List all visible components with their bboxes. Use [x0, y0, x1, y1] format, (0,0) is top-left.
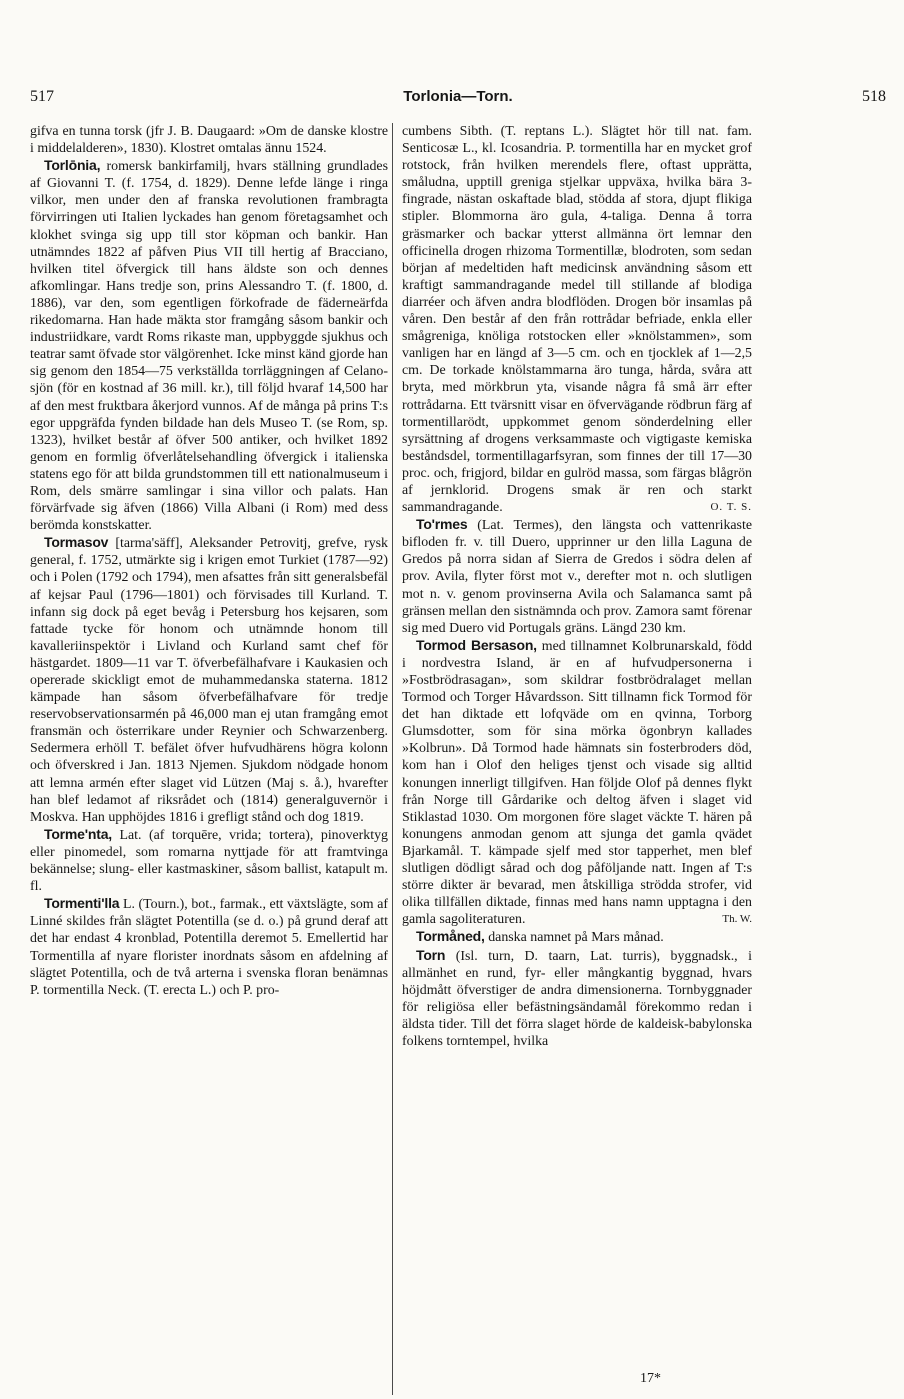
- entry-tormenta: Torme'nta, Lat. (af torquēre, vrida; tortera), pinoverktyg eller pinomedel, som romarna nyttjade för att framtvinga bekännelse; slung- eller kastmaskiner, såsom ballist, katapult m. fl.: [30, 825, 388, 895]
- headword: Tormåned,: [416, 928, 485, 945]
- author-signature: O. T. S.: [710, 501, 752, 514]
- author-signature: Th. W.: [722, 913, 752, 926]
- entry-torlonia: Torlōnia, romersk bankirfamilj, hvars ställning grundlades af Giovanni T. (f. 1754, d. 1829). Denne lefde länge i ringa vilkor, men under den af franska revolutionen frambragta förvirringen uti Italien lyckades han genom företagsamhet och klokhet svinga sig upp till stor köpman och bankir. Han utnämndes 1822 af påfven Pius VII till hertig af Bracciano, hvilken titel öfvergick till hans äldste son och dennes afkomlingar. Hans tredje son, prins Alessandro T. (f. 1800, d. 1886), var den, som egentligen förkofrade de fäderneärfda rikedomarna. Han hade mäkta stor framgång såsom bankir och industriidkare, vardt Roms rikaste man, uppbyggde sjukhus och teatrar samt öfvade stor välgörenhet. Icke minst känd gjorde han sig genom den 1854—75 verkställda torrläggningen af Celano-sjön (för en kostnad af 36 mill. kr.), till följd hvaraf 14,500 har af den mest fruktbara åkerjord vunnos. Af de många på prins T:s egor uppgräfda fynden bildade han dels Museo T. (se Rom, sp. 1323), hvilket består af öfver 500 antiker, och hvilket 1892 genom en formlig öfverlåtelsehandling öfvergick i italienska statens ego för att bilda grundstommen till ett nationalmuseum i Rom, dels smärre samlingar i sina villor och palats. Han förvärfvade sig äfven (1866) Villa Albani (i Rom) med dess berömda konstskatter.: [30, 157, 388, 534]
- entry-tormentilla: Tormenti'lla L. (Tourn.), bot., farmak., ett växtslägte, som af Linné skildes från slägtet Potentilla (se d. o.) på grund deraf att det har endast 4 kronblad, Potentilla deremot 5. Emellertid har Tormentilla af nyare florister inordnats såsom en afdelning af slägtet Potentilla, och de två arterna i svenska floran benämnas P. tormentilla Neck. (T. erecta L.) och P. pro-: [30, 895, 388, 998]
- entry-tormes: To'rmes (Lat. Termes), den längsta och vattenrikaste bifloden fr. v. till Duero, upprinner ur den lilla Laguna de Gredos på norra sidan af Sierra de Gredos i södra delen af prov. Avila, flyter först mot v., derefter mot n. och slutligen mot n. v. genom provinserna Avila och Salamanca samt på gränsen mellan den sistnämnda och prov. Zamora samt förenar sig med Duero vid Portugals gräns. Längd 230 km.: [402, 516, 752, 636]
- entry-tormod-bersason: Tormod Bersason, med tillnamnet Kolbrunarskald, född i nordvestra Island, är en af hufvudpersonerna i »Fostbrödrasagan», som skildrar fostbrödralaget mellan Tormod och Torger Håvardsson. Sitt tillnamn fick Tormod för det han diktade ett lofqväde om en qvinna, Torborg Glumsdotter, som för sina mörka ögonbryn kallades »Kolbrun». Då Tormod hade hämnats sin fosterbroders död, kom han i Olof den heliges tjenst och visade sig alltid konungen innerligt tillgifven. Han följde Olof på dennes flykt från Norge till Gårdarike och deltog äfven i slaget vid Stiklastad 1030. Om morgonen före slaget väckte T. hären på konungens anmodan genom att sjunga det gamla qvädet Bjarkamål. T. kämpade sjelf med stor tapperhet, men blef slutligen dödligt sårad och dog påföljande natt. Ingen af T:s större dikter är bevarad, men åtskilliga strödda strofer, vid olika tillfällen diktade, finnas med hans namn upptagna i den gamla sagoliteraturen. Th. W.: [402, 636, 752, 928]
- page-header: [30, 88, 886, 110]
- headword: Tormasov: [44, 534, 109, 551]
- page-number-right: 518: [862, 88, 886, 105]
- left-column: [30, 123, 388, 999]
- headword: Tormenti'lla: [44, 895, 120, 912]
- headword: Torlōnia,: [44, 157, 101, 174]
- entry-continuation: cumbens Sibth. (T. reptans L.). Slägtet hör till nat. fam. Senticosæ L., kl. Icosandria. P. tormentilla har en mycket grof rotstock, från hvilken merendels flere, oftast upprätta, småludna, upptill greniga stjelkar uppväxa, hvilka bära 3-fingrade, nästan oskaftade blad, stödda af stora, djupt flikiga stipler. Blommorna äro gula, 4-taliga. Denna å torra gräsmarker och backar ytterst allmänna ört lemnar den officinella drogen rhizoma Tormentillæ, blodroten, som sedan början af medeltiden haft medicinsk användning såsom ett kraftigt sammandragande medel till stillande af blodiga diarréer och äfven andra blodflöden. Drogen bör insamlas på våren. Den består af den från rottrådar befriade, enkla eller smågreniga, knöliga rotstocken eller »knölstammen», som vanligen har en längd af 3—5 cm. och en tjocklek af 1—2,5 cm. De torkade knölstammarna äro tunga, hårda, svåra att bryta, med mörkbrun yta, visande några få små ärr efter rottrådarna. Ett tvärsnitt visar en öfvervägande rödbrun färg af tormentillarödt, uppkommet genom sönderdelning eller syrsättning af drogens verksammaste och vigtigaste kemiska beståndsdel, tormentillagarfsyran, som finnes der till 17—30 proc. och, frigjord, bildar en gulröd massa, som färgas blågrön af jernklorid. Drogens smak är ren och starkt sammandragande. O. T. S.: [402, 124, 752, 516]
- headword: Torme'nta,: [44, 825, 112, 842]
- headword: Torn: [416, 946, 446, 963]
- sheet-signature: 17*: [640, 1371, 661, 1386]
- running-title: Torlonia—Torn.: [403, 88, 513, 105]
- headword: To'rmes: [416, 516, 468, 533]
- entry-tormaned: Tormåned, danska namnet på Mars månad.: [416, 928, 664, 946]
- right-column: [402, 123, 752, 1050]
- entry-torn: Torn (Isl. turn, D. taarn, Lat. turris), byggnadsk., i allmänhet en rund, fyr- eller mångkantig byggnad, hvars höjdmått öfverstiger de andra dimensionerna. Tornbyggnader för religiösa eller befästningsändamål förekommo redan i äldsta tider. Till det förra slaget hörde de kaldeisk-babylonska folkens torntempel, hvilka: [402, 946, 752, 1049]
- page-number-left: 517: [30, 88, 54, 105]
- headword: Tormod Bersason,: [416, 636, 537, 653]
- column-divider: [392, 123, 393, 1395]
- entry-continuation: gifva en tunna torsk (jfr J. B. Daugaard: »Om de danske klostre i middelalderen», 1830). Klostret omtalas ännu 1524.: [30, 124, 388, 157]
- entry-tormasov: Tormasov [tarma'säff], Aleksander Petrovitj, grefve, rysk general, f. 1752, utmärkte sig i krigen emot Turkiet (1787—92) och i Polen (1792 och 1794), men afsattes från sitt generalsbefäl af kejsar Paul (1796—1801) och förvisades till Kurland. T. infann sig dock på eget bevåg i Petersburg hos kejsaren, som fattade tycke för honom och utnämnde honom till kavalleriinspektör i Livland och Kurland samt chef för hästgardet. 1809—11 var T. öfverbefälhafvare i Kaukasien och opererade skickligt emot de muhammedanska staterna. 1812 kämpade han såsom öfverbefälhafvare för tredje reservobservationsarmén på 46,000 man ej utan framgång emot fransmän och österrikare under Reynier och Schwarzenberg. Sedermera erhöll T. befälet öfver hufvudhärens högra kolonn och öfverskred i Jan. 1813 Njemen. Sjukdom nödgade honom att lemna armén efter slaget vid Lützen (Maj s. å.), hvarefter han blef ledamot af riksrådet och (1814) generalguvernör i Moskva. Han upphöjdes 1816 i grefligt stånd och dog 1819.: [30, 534, 388, 825]
